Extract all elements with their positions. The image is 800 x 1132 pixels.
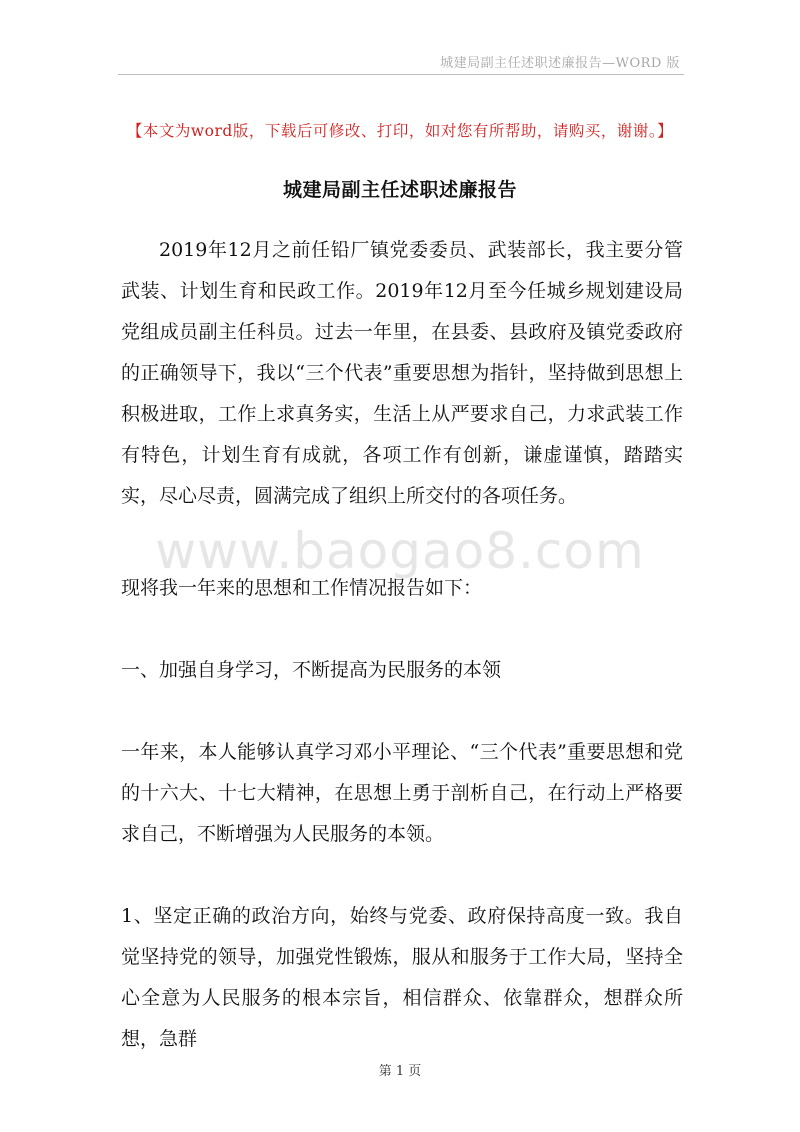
intro-paragraph: 2019年12月之前任铅厂镇党委委员、武装部长，我主要分管武装、计划生育和民政工作。2019年12月至今任城乡规划建设局党组成员副主任科员。过去一年里，在县委、县政府及镇党委政府的正确领导下，我以“三个代表”重要思想为指针，坚持做到思想上积极进取，工作上求真务实，生活上从严要求自己，力求武装工作有特色，计划生育有成就，各项工作有创新，谦虚谨慎，踏踏实实，尽心尽责，圆满完成了组织上所交付的各项任务。 [121,239,683,507]
report-lead-paragraph: 现将我一年来的思想和工作情况报告如下： [121,577,483,599]
document-title: 城建局副主任述职述廉报告 [282,179,517,201]
section-heading-1: 一、加强自身学习，不断提高为民服务的本领 [121,659,502,681]
watermark-text: www.baogao8.com [155,522,645,580]
running-header: 城建局副主任述职述廉报告—WORD 版 [440,56,680,71]
page-number: 第 1 页 [378,1064,422,1079]
political-direction-paragraph: 1、坚定正确的政治方向，始终与党委、政府保持高度一致。我自觉坚持党的领导，加强党性锻炼，服从和服务于工作大局，坚持全心全意为人民服务的根本宗旨，相信群众、依靠群众，想群众所想，急群 [121,905,683,1050]
study-paragraph: 一年来，本人能够认真学习邓小平理论、“三个代表”重要思想和党的十六大、十七大精神，在思想上勇于剖析自己，在行动上严格要求自己，不断增强为人民服务的本领。 [121,741,683,845]
header-divider [118,74,684,75]
download-notice: 【本文为word版，下载后可修改、打印，如对您有所帮助，请购买，谢谢。】 [126,122,674,140]
